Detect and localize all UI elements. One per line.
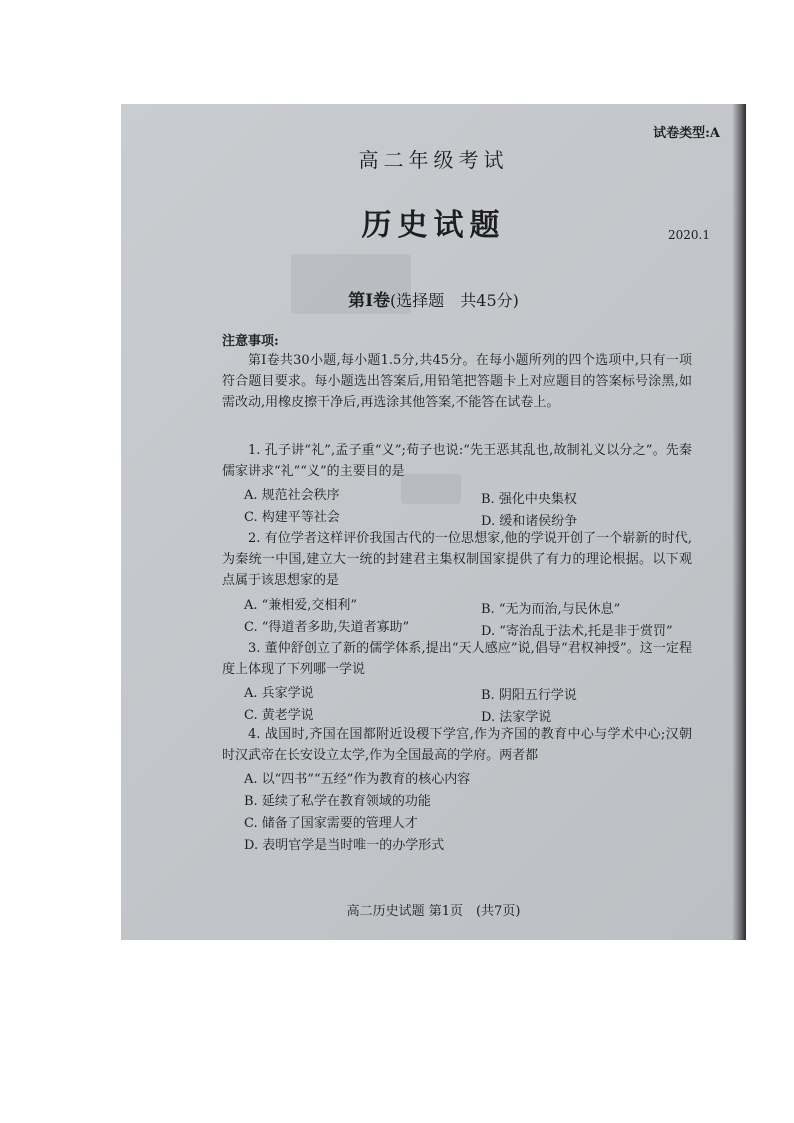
section-title-sub: (选择题 共45分): [390, 291, 519, 310]
section-title-main: 第Ⅰ卷: [348, 291, 391, 311]
page-footer: 高二历史试题 第1页 (共7页): [346, 904, 521, 919]
question-3-option-b: B. 阴阳五行学说: [481, 688, 577, 703]
question-1-option-c: C. 构建平等社会: [244, 510, 340, 525]
question-1-option-a: A. 规范社会秩序: [244, 488, 340, 503]
subject-title: 历史试题: [361, 208, 506, 243]
question-3-option-c: C. 黄老学说: [244, 708, 314, 723]
notice-body: 第Ⅰ卷共30小题,每小题1.5分,共45分。在每小题所列的四个选项中,只有一项符合题目要求。每小题选出答案后,用铅笔把答题卡上对应题目的答案标号涂黑,如需改动,用橡皮擦干净后,再选涂其他答案,不能答在试卷上。: [222, 353, 692, 410]
question-2-option-c: C. “得道者多助,失道者寡助”: [244, 620, 410, 635]
question-4-option-b: B. 延续了私学在教育领域的功能: [244, 794, 431, 809]
question-2-option-b: B. “无为而治,与民休息”: [481, 602, 621, 617]
question-1-option-d: D. 缓和诸侯纷争: [481, 514, 578, 529]
exam-paper-photo: [121, 104, 746, 940]
question-3-option-a: A. 兵家学说: [244, 686, 314, 701]
question-2-option-d: D. “寄治乱于法术,托是非于赏罚”: [481, 624, 673, 639]
paper-type-label: 试卷类型:A: [653, 126, 720, 141]
question-4-option-c: C. 储备了国家需要的管理人才: [244, 816, 418, 831]
section-title: [121, 286, 746, 311]
question-3-stem: 3. 董仲舒创立了新的儒学体系,提出“天人感应”说,倡导“君权神授”。这一定程度上体现了下列哪一学说: [222, 641, 692, 677]
question-1-option-b: B. 强化中央集权: [481, 492, 577, 507]
question-4-option-d: D. 表明官学是当时唯一的办学形式: [244, 838, 445, 853]
exam-date: 2020.1: [668, 228, 710, 242]
exam-title: 高二年级考试: [358, 148, 509, 172]
question-4-stem: 4. 战国时,齐国在国都附近设稷下学宫,作为齐国的教育中心与学术中心;汉朝时汉武帝在长安设立太学,作为全国最高的学府。两者都: [222, 727, 692, 763]
question-4-option-a: A. 以“四书”“五经”作为教育的核心内容: [244, 772, 471, 787]
question-2-stem: 2. 有位学者这样评价我国古代的一位思想家,他的学说开创了一个崭新的时代,为秦统一中国,建立大一统的封建君主集权制国家提供了有力的理论根据。以下观点属于该思想家的是: [222, 531, 692, 588]
question-3-option-d: D. 法家学说: [481, 710, 552, 725]
question-1-stem: 1. 孔子讲“礼”,孟子重“义”;荀子也说:“先王恶其乱也,故制礼义以分之”。先秦儒家讲求“礼”“义”的主要目的是: [222, 443, 692, 479]
notice-heading: 注意事项:: [222, 334, 279, 349]
question-2-option-a: A. “兼相爱,交相利”: [244, 598, 358, 613]
